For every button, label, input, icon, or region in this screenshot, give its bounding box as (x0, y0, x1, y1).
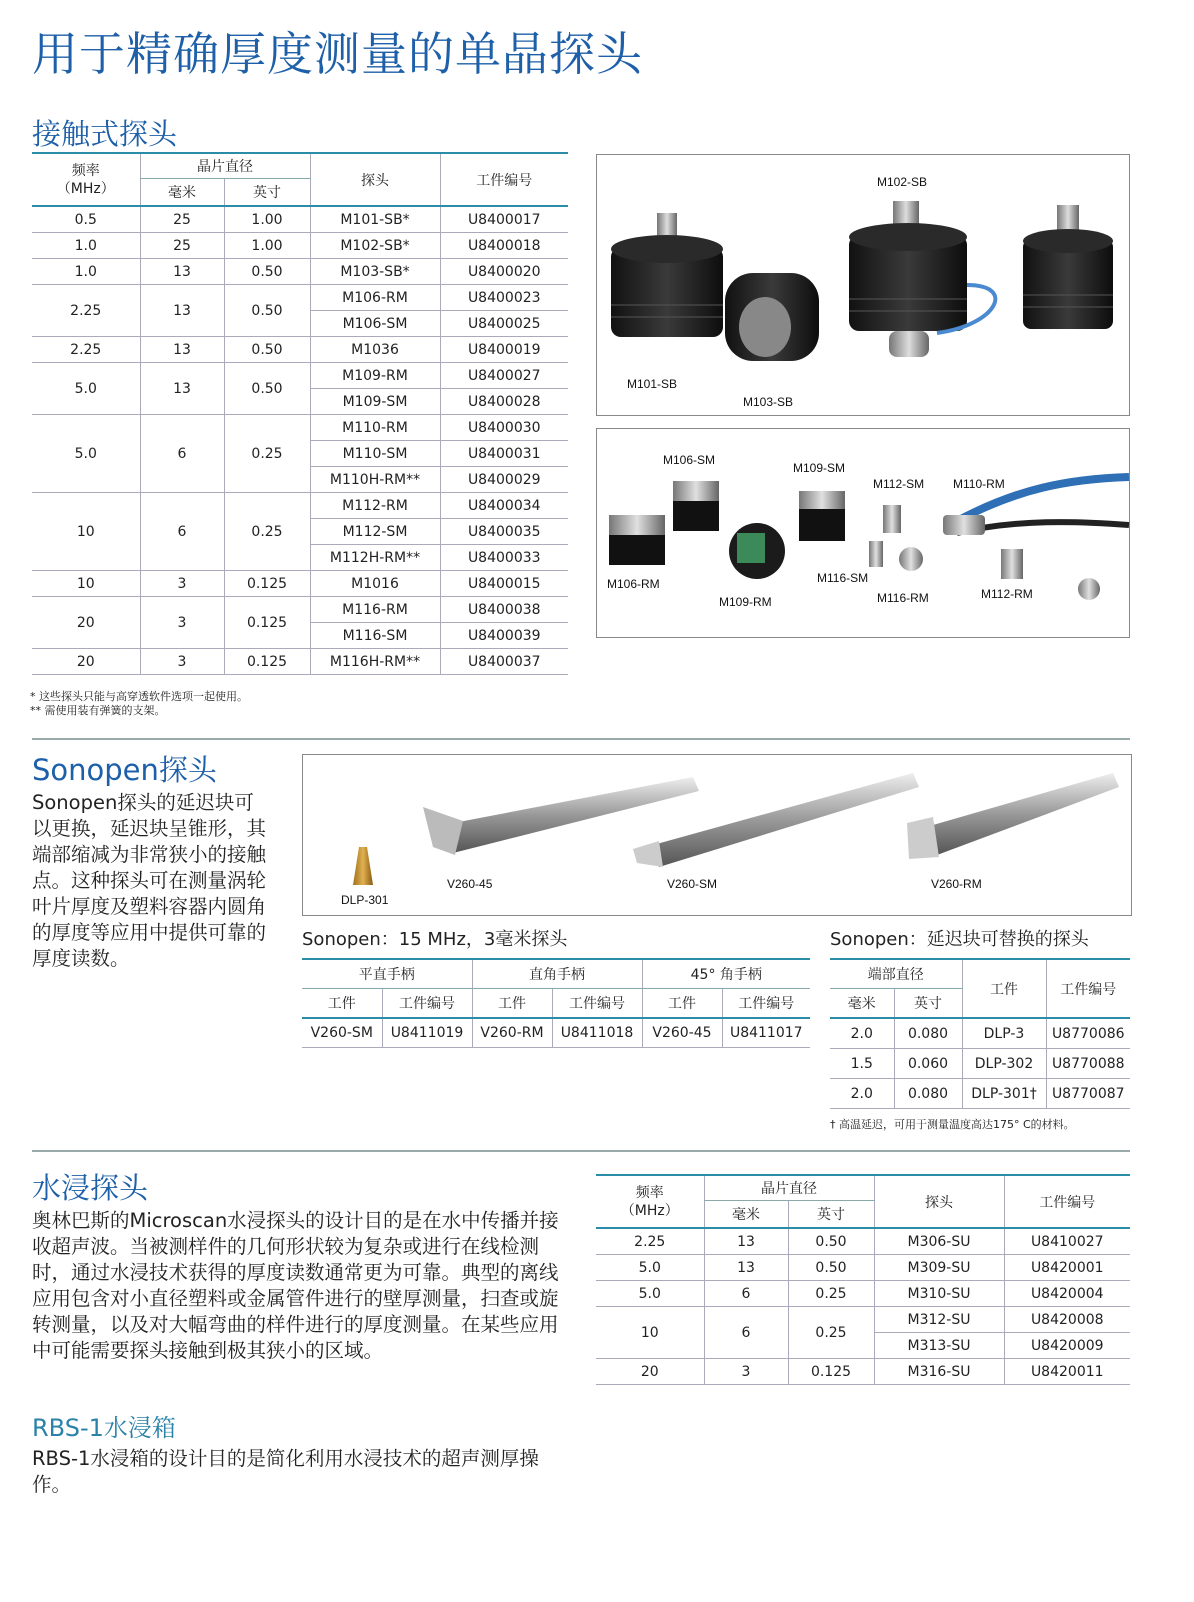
inch-cell: 0.50 (224, 337, 310, 363)
partno-header: 工件编号 (1046, 959, 1130, 1018)
inch-cell: 0.25 (224, 493, 310, 571)
mm-cell: 13 (140, 285, 224, 337)
freq-header: 频率 （MHz） (596, 1175, 704, 1228)
part-cell: U8400018 (440, 233, 568, 259)
probe-cell: M112H-RM** (310, 545, 440, 571)
cell: V260-45 (642, 1018, 722, 1048)
probe-cell: M312-SU (874, 1307, 1004, 1333)
table-row (596, 1359, 1130, 1385)
part-cell: U8420009 (1004, 1333, 1130, 1359)
table-row (830, 1049, 1130, 1079)
table-row (32, 571, 568, 597)
photo-small-probes (596, 428, 1130, 638)
part-cell: U8400015 (440, 571, 568, 597)
probe-cell: M106-SM (310, 311, 440, 337)
cell: V260-SM (302, 1018, 382, 1048)
cell: U8770086 (1046, 1018, 1130, 1049)
probe-cell: M109-SM (310, 389, 440, 415)
part-cell: U8400017 (440, 206, 568, 233)
part-cell: U8420001 (1004, 1255, 1130, 1281)
cell: U8411017 (722, 1018, 810, 1048)
rbs-heading: RBS-1水浸箱 (32, 1414, 176, 1442)
label-m106-rm: M106-RM (607, 577, 660, 591)
part-cell: U8400029 (440, 467, 568, 493)
photo-large-probes (596, 154, 1130, 416)
cell: 2.0 (830, 1018, 894, 1049)
label-m110-rm: M110-RM (953, 477, 1005, 491)
table-row (32, 363, 568, 389)
mm-cell: 25 (140, 206, 224, 233)
footnote-1: * 这些探头只能与高穿透软件选项一起使用。 (30, 690, 248, 703)
freq-cell: 1.0 (32, 233, 140, 259)
sub-part: 工件 (642, 989, 722, 1019)
cell: 0.080 (894, 1018, 962, 1049)
freq-header: 频率 （MHz） (32, 153, 140, 206)
probe-cell: M313-SU (874, 1333, 1004, 1359)
freq-cell: 5.0 (32, 415, 140, 493)
freq-cell: 20 (32, 649, 140, 675)
table-row (830, 1079, 1130, 1109)
sonopen-illustration (303, 755, 1131, 915)
label-v260-45: V260-45 (447, 877, 493, 891)
mm-cell: 6 (140, 415, 224, 493)
freq-cell: 2.25 (596, 1228, 704, 1255)
inch-cell: 1.00 (224, 206, 310, 233)
mm-cell: 6 (704, 1281, 788, 1307)
part-header: 工件编号 (440, 153, 568, 206)
sonopen-footnote: † 高温延迟，可用于测量温度高达175° C的材料。 (830, 1118, 1075, 1131)
part-header: 工件编号 (1004, 1175, 1130, 1228)
section-divider (32, 738, 1130, 740)
inch-cell: 0.50 (224, 259, 310, 285)
mm-cell: 13 (704, 1255, 788, 1281)
probe-cell: M310-SU (874, 1281, 1004, 1307)
probe-cell: M316-SU (874, 1359, 1004, 1385)
probe-cell: M110-RM (310, 415, 440, 441)
immersion-probe-table (596, 1174, 1130, 1385)
cell: U8770088 (1046, 1049, 1130, 1079)
part-cell: U8400030 (440, 415, 568, 441)
inch-cell: 0.50 (788, 1228, 874, 1255)
probe-cell: M116H-RM** (310, 649, 440, 675)
mm-cell: 13 (704, 1228, 788, 1255)
part-cell: U8400034 (440, 493, 568, 519)
part-cell: U8400035 (440, 519, 568, 545)
table-row (32, 259, 568, 285)
probe-cell: M1016 (310, 571, 440, 597)
cell: 1.5 (830, 1049, 894, 1079)
cell: DLP-301† (962, 1079, 1046, 1109)
inch-header: 英寸 (894, 989, 962, 1019)
part-cell: U8400023 (440, 285, 568, 311)
part-cell: U8400031 (440, 441, 568, 467)
inch-cell: 0.125 (224, 649, 310, 675)
mm-cell: 3 (140, 571, 224, 597)
probe-cell: M309-SU (874, 1255, 1004, 1281)
contact-heading: 接触式探头 (32, 117, 178, 151)
table-row (596, 1228, 1130, 1255)
sub-partno: 工件编号 (552, 989, 642, 1019)
cell: U8770087 (1046, 1079, 1130, 1109)
part-cell: U8420004 (1004, 1281, 1130, 1307)
mm-cell: 6 (140, 493, 224, 571)
label-m103-sb: M103-SB (743, 395, 794, 409)
mm-cell: 3 (704, 1359, 788, 1385)
sub-part: 工件 (302, 989, 382, 1019)
label-m101-sb: M101-SB (627, 377, 678, 391)
rbs-text: RBS-1水浸箱的设计目的是简化利用水浸技术的超声测厚操作。 (32, 1447, 539, 1496)
crystal-header: 晶片直径 (140, 153, 310, 179)
label-m112-rm: M112-RM (981, 587, 1033, 601)
freq-cell: 2.25 (32, 285, 140, 337)
probe-cell: M109-RM (310, 363, 440, 389)
sub-part: 工件 (472, 989, 552, 1019)
table-row (32, 337, 568, 363)
part-cell: U8400027 (440, 363, 568, 389)
sonopen-table1-title: Sonopen：15 MHz，3毫米探头 (302, 929, 568, 950)
table-row (302, 1018, 810, 1048)
part-cell: U8400028 (440, 389, 568, 415)
page-title: 用于精确厚度测量的单晶探头 (32, 27, 643, 81)
cell: DLP-302 (962, 1049, 1046, 1079)
delay-line-table (830, 958, 1130, 1109)
freq-cell: 10 (32, 571, 140, 597)
inch-cell: 1.00 (224, 233, 310, 259)
freq-cell: 1.0 (32, 259, 140, 285)
sonopen-heading: Sonopen探头 (32, 753, 217, 787)
mm-cell: 13 (140, 337, 224, 363)
section-divider (32, 1150, 1130, 1152)
table-row (32, 233, 568, 259)
part-cell: U8420008 (1004, 1307, 1130, 1333)
cell: U8411019 (382, 1018, 472, 1048)
freq-cell: 5.0 (596, 1255, 704, 1281)
label-v260-sm: V260-SM (667, 877, 718, 891)
table-row (32, 597, 568, 623)
tip-header: 端部直径 (830, 959, 962, 989)
part-cell: U8400037 (440, 649, 568, 675)
inch-cell: 0.125 (224, 571, 310, 597)
freq-cell: 0.5 (32, 206, 140, 233)
label-m109-sm: M109-SM (793, 461, 846, 475)
cell: 0.060 (894, 1049, 962, 1079)
label-dlp-301: DLP-301 (341, 893, 389, 907)
part-cell: U8400025 (440, 311, 568, 337)
part-cell: U8410027 (1004, 1228, 1130, 1255)
mm-header: 毫米 (140, 179, 224, 207)
probe-cell: M103-SB* (310, 259, 440, 285)
cell: DLP-3 (962, 1018, 1046, 1049)
probe-cell: M102-SB* (310, 233, 440, 259)
label-m102-sb: M102-SB (877, 175, 928, 189)
freq-cell: 20 (596, 1359, 704, 1385)
label-m109-rm: M109-RM (719, 595, 772, 609)
cell: V260-RM (472, 1018, 552, 1048)
footnote-2: ** 需使用装有弹簧的支架。 (30, 704, 166, 717)
sonopen-table2-title: Sonopen：延迟块可替换的探头 (830, 929, 1089, 950)
group-right-angle: 直角手柄 (472, 959, 642, 989)
mm-header: 毫米 (830, 989, 894, 1019)
inch-cell: 0.125 (224, 597, 310, 649)
probe-cell: M1036 (310, 337, 440, 363)
large-probes-illustration (597, 155, 1129, 415)
mm-cell: 6 (704, 1307, 788, 1359)
freq-cell: 5.0 (32, 363, 140, 415)
part-cell: U8400038 (440, 597, 568, 623)
probe-cell: M306-SU (874, 1228, 1004, 1255)
probe-header: 探头 (310, 153, 440, 206)
inch-cell: 0.50 (224, 363, 310, 415)
probe-cell: M110H-RM** (310, 467, 440, 493)
immersion-heading: 水浸探头 (32, 1171, 149, 1205)
cell: 2.0 (830, 1079, 894, 1109)
table-row (596, 1307, 1130, 1333)
cell: 0.080 (894, 1079, 962, 1109)
mm-cell: 25 (140, 233, 224, 259)
table-row (32, 285, 568, 311)
sub-partno: 工件编号 (382, 989, 472, 1019)
part-header: 工件 (962, 959, 1046, 1018)
label-m116-rm: M116-RM (877, 591, 929, 605)
inch-cell: 0.125 (788, 1359, 874, 1385)
part-cell: U8400019 (440, 337, 568, 363)
mm-cell: 3 (140, 649, 224, 675)
sonopen-handle-table (302, 958, 810, 1048)
group-45-angle: 45° 角手柄 (642, 959, 810, 989)
table-row (596, 1281, 1130, 1307)
probe-cell: M116-SM (310, 623, 440, 649)
table-row (32, 206, 568, 233)
inch-cell: 0.50 (788, 1255, 874, 1281)
freq-cell: 10 (596, 1307, 704, 1359)
part-cell: U8400033 (440, 545, 568, 571)
sub-partno: 工件编号 (722, 989, 810, 1019)
probe-cell: M116-RM (310, 597, 440, 623)
label-m116-sm: M116-SM (817, 571, 869, 585)
mm-cell: 3 (140, 597, 224, 649)
freq-cell: 10 (32, 493, 140, 571)
photo-sonopen (302, 754, 1132, 916)
inch-header: 英寸 (224, 179, 310, 207)
label-v260-rm: V260-RM (931, 877, 982, 891)
probe-cell: M110-SM (310, 441, 440, 467)
freq-cell: 5.0 (596, 1281, 704, 1307)
part-cell: U8400039 (440, 623, 568, 649)
probe-header: 探头 (874, 1175, 1004, 1228)
sonopen-text: Sonopen探头的延迟块可以更换，延迟块呈锥形，其端部缩减为非常狭小的接触点。这种探头可在测量涡轮叶片厚度及塑料容器内圆角的厚度等应用中提供可靠的厚度读数。 (32, 791, 267, 970)
inch-cell: 0.25 (224, 415, 310, 493)
contact-probe-table (32, 152, 568, 675)
label-m112-sm: M112-SM (873, 477, 925, 491)
part-cell: U8400020 (440, 259, 568, 285)
mm-cell: 13 (140, 259, 224, 285)
table-row (32, 493, 568, 519)
probe-cell: M106-RM (310, 285, 440, 311)
probe-cell: M112-RM (310, 493, 440, 519)
table-row (830, 1018, 1130, 1049)
freq-cell: 20 (32, 597, 140, 649)
table-row (596, 1255, 1130, 1281)
immersion-text: 奥林巴斯的Microscan水浸探头的设计目的是在水中传播并接收超声波。当被测样件的几何形状较为复杂或进行在线检测时，通过水浸技术获得的厚度读数通常更为可靠。典型的离线应用包含对小直径塑料或金属管件进行的壁厚测量，扫查或旋转测量，以及对大幅弯曲的样件进行的厚度测量。在某些应用中可能需要探头接触到极其狭小的区域。 (32, 1209, 559, 1362)
inch-cell: 0.50 (224, 285, 310, 337)
table-row (32, 649, 568, 675)
probe-cell: M101-SB* (310, 206, 440, 233)
part-cell: U8420011 (1004, 1359, 1130, 1385)
cell: U8411018 (552, 1018, 642, 1048)
freq-cell: 2.25 (32, 337, 140, 363)
mm-header: 毫米 (704, 1201, 788, 1229)
table-row (32, 415, 568, 441)
probe-cell: M112-SM (310, 519, 440, 545)
group-straight: 平直手柄 (302, 959, 472, 989)
inch-cell: 0.25 (788, 1281, 874, 1307)
inch-header: 英寸 (788, 1201, 874, 1229)
inch-cell: 0.25 (788, 1307, 874, 1359)
label-m106-sm: M106-SM (663, 453, 716, 467)
crystal-header: 晶片直径 (704, 1175, 874, 1201)
mm-cell: 13 (140, 363, 224, 415)
